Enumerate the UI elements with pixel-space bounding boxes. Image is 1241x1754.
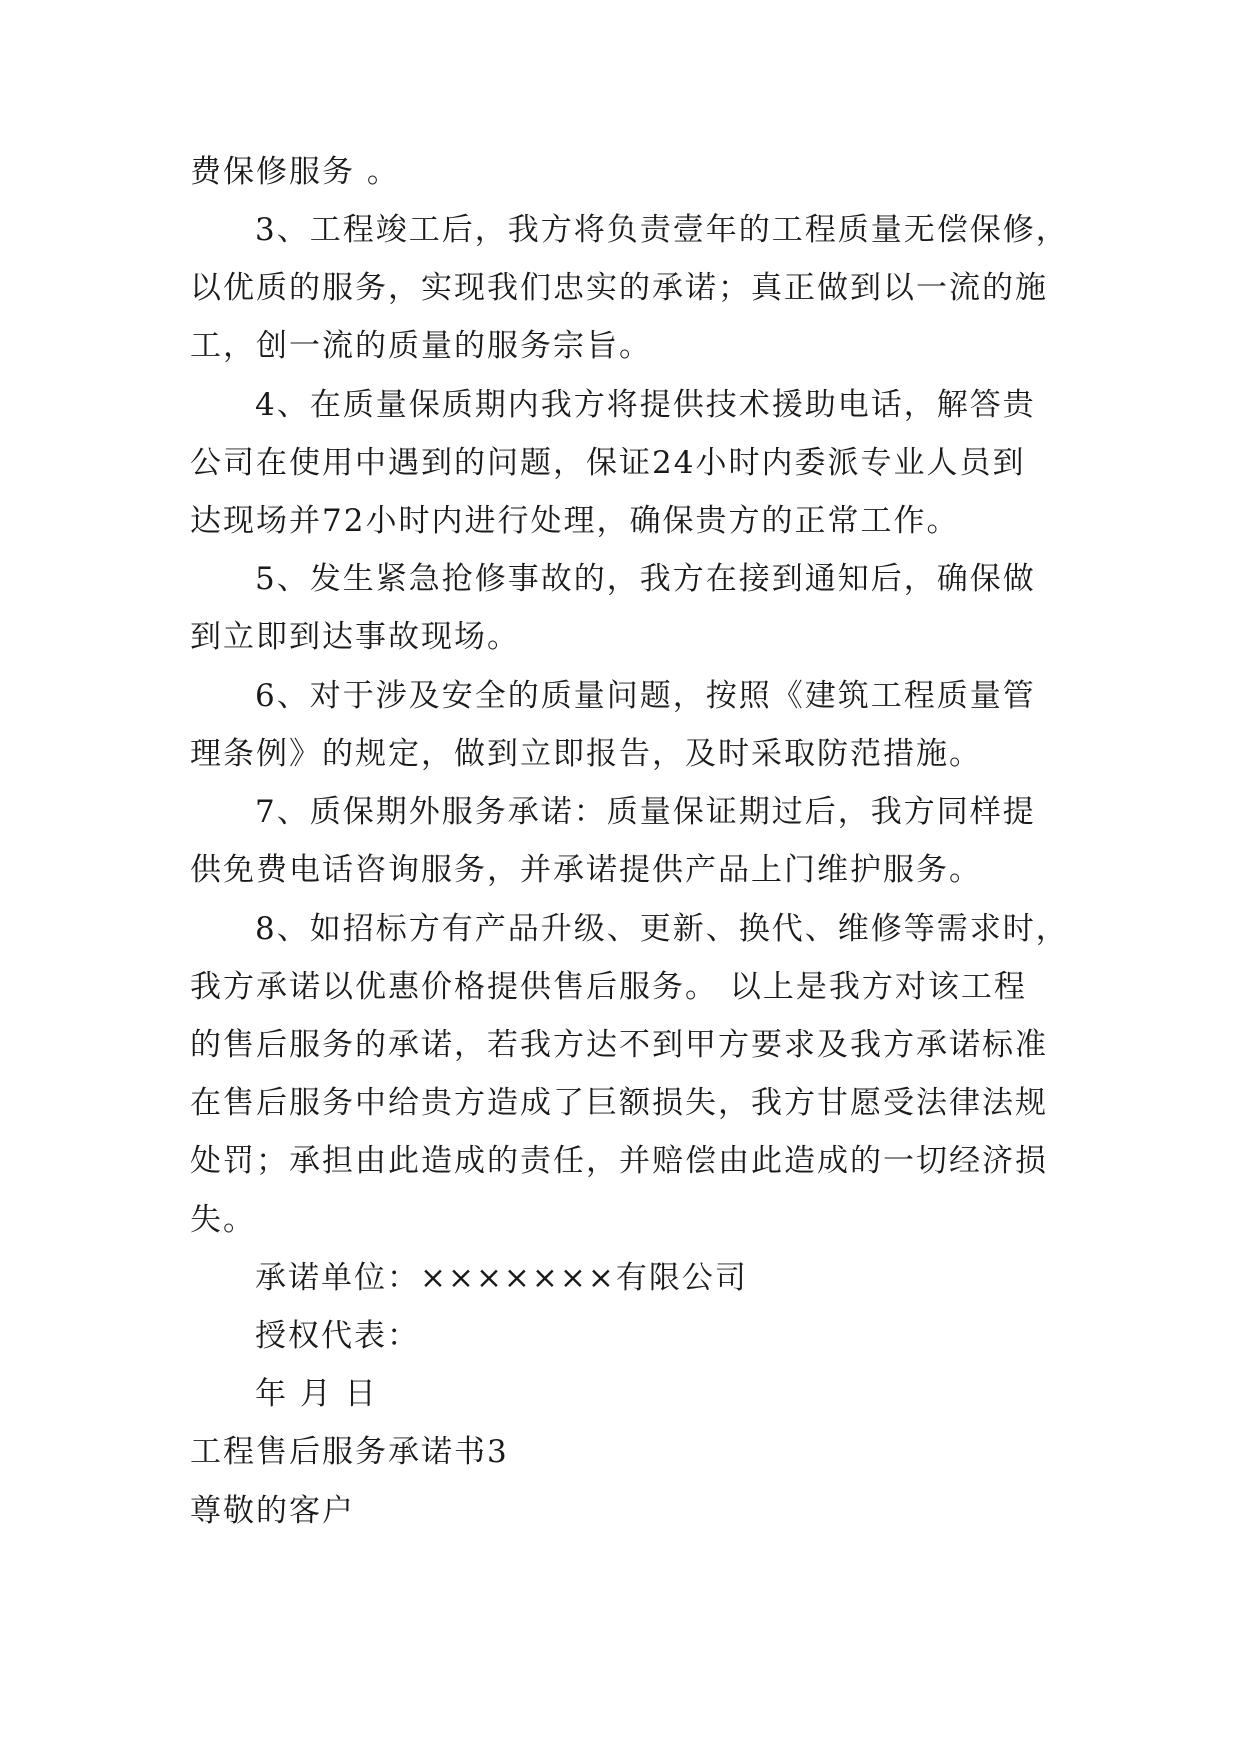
text-line-1: 费保修服务 。 [190, 154, 400, 190]
signature-date: 年 月 日 [255, 1376, 378, 1412]
clause-8-line-6: 失。 [190, 1202, 256, 1238]
clause-8-line-3: 的售后服务的承诺，若我方达不到甲方要求及我方承诺标准 [190, 1027, 1048, 1063]
salutation: 尊敬的客户 [190, 1493, 355, 1529]
clause-3-line-2: 以优质的服务，实现我们忠实的承诺；真正做到以一流的施 [190, 270, 1048, 306]
clause-8-line-4: 在售后服务中给贵方造成了巨额损失，我方甘愿受法律法规 [190, 1085, 1048, 1121]
clause-8-line-1: 8、如招标方有产品升级、更新、换代、维修等需求时， [255, 911, 1069, 947]
clause-6-line-2: 理条例》的规定，做到立即报告，及时采取防范措施。 [190, 736, 982, 772]
clause-5-line-1: 5、发生紧急抢修事故的，我方在接到通知后，确保做 [255, 561, 1036, 597]
clause-3-line-3: 工，创一流的质量的服务宗旨。 [190, 328, 652, 364]
clause-6-line-1: 6、对于涉及安全的质量问题，按照《建筑工程质量管 [255, 678, 1036, 714]
clause-5-line-2: 到立即到达事故现场。 [190, 619, 520, 655]
clause-7-line-1: 7、质保期外服务承诺：质量保证期过后，我方同样提 [255, 794, 1036, 830]
clause-3-line-1: 3、工程竣工后，我方将负责壹年的工程质量无偿保修， [255, 212, 1069, 248]
clause-7-line-2: 供免费电话咨询服务，并承诺提供产品上门维护服务。 [190, 852, 982, 888]
section-title: 工程售后服务承诺书3 [190, 1434, 509, 1470]
signature-company: 承诺单位：×××××××有限公司 [255, 1260, 748, 1296]
clause-4-line-1: 4、在质量保质期内我方将提供技术援助电话，解答贵 [255, 387, 1036, 423]
clause-4-line-2: 公司在使用中遇到的问题，保证24小时内委派专业人员到 [190, 445, 1026, 481]
clause-4-line-3: 达现场并72小时内进行处理，确保贵方的正常工作。 [190, 503, 960, 539]
clause-8-line-5: 处罚；承担由此造成的责任，并赔偿由此造成的一切经济损 [190, 1143, 1048, 1179]
signature-representative: 授权代表： [255, 1318, 420, 1354]
clause-8-line-2: 我方承诺以优惠价格提供售后服务。 以上是我方对该工程 [190, 969, 1027, 1005]
